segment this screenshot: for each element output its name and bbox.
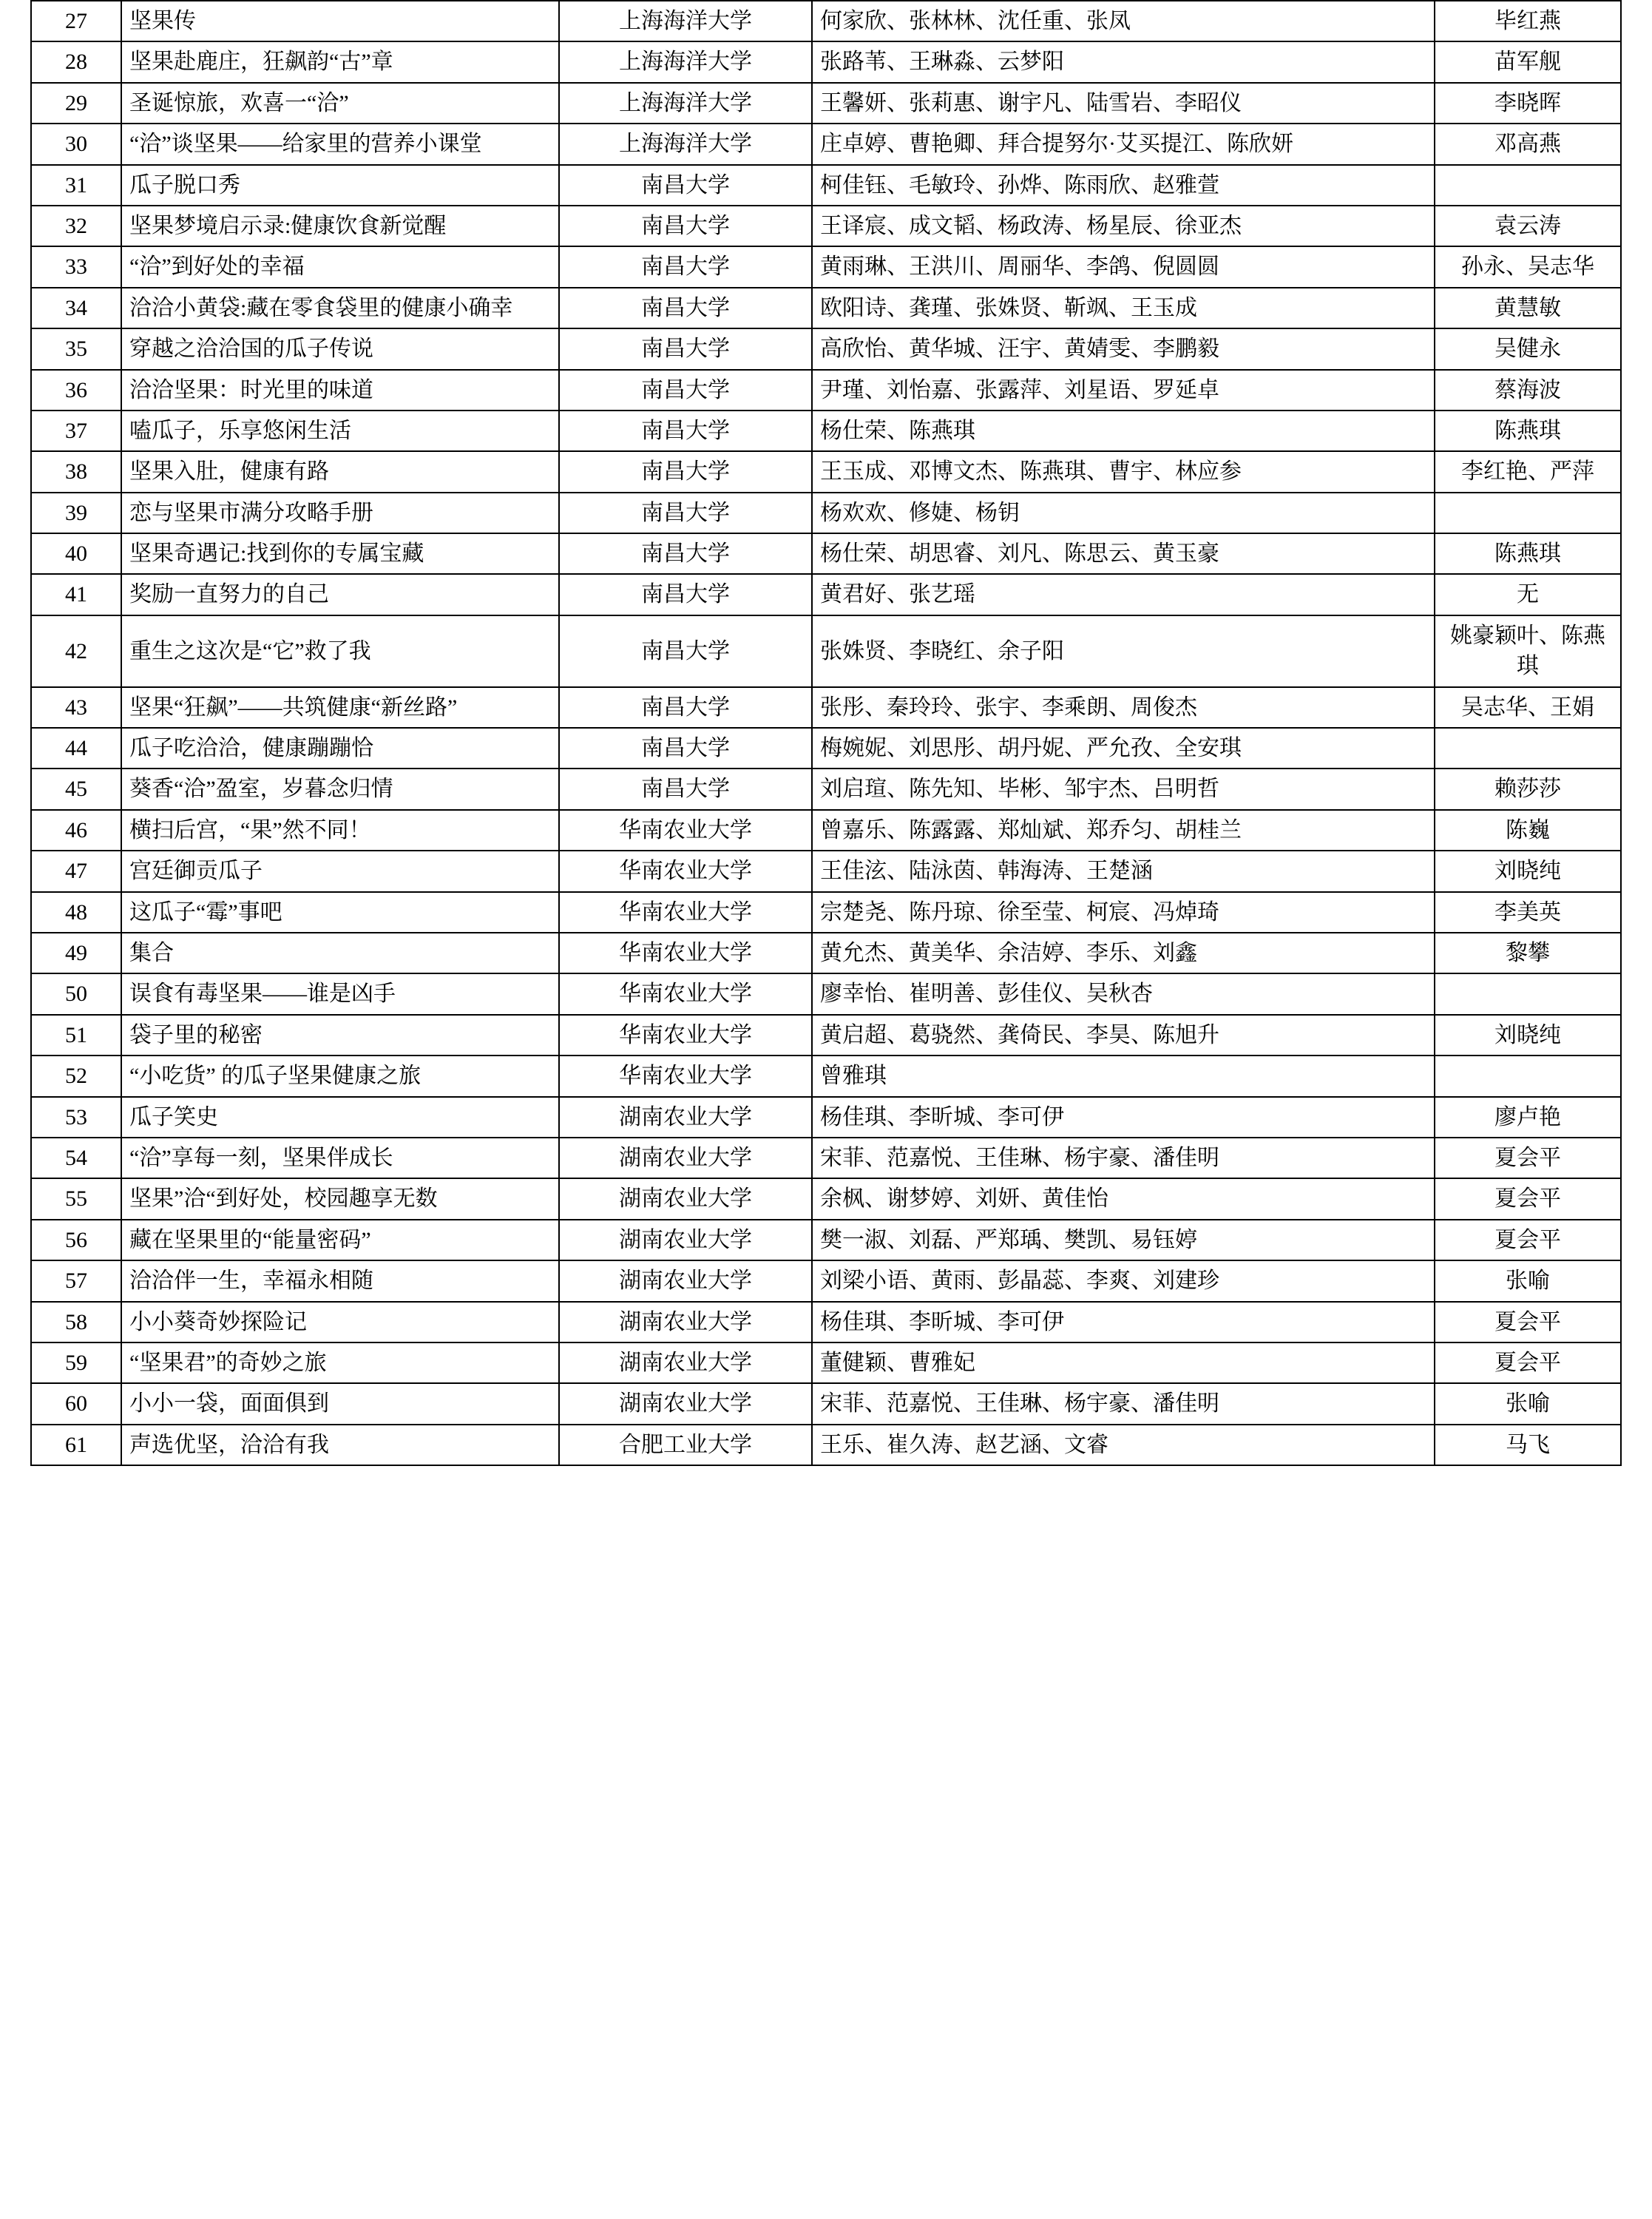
table-row — [31, 1302, 1621, 1342]
cell-advisor: 陈燕琪 — [1435, 411, 1621, 451]
cell-school: 南昌大学 — [559, 493, 812, 533]
cell-advisor: 张喻 — [1435, 1260, 1621, 1301]
cell-title: “小吃货” 的瓜子坚果健康之旅 — [121, 1056, 559, 1096]
cell-advisor: 夏会平 — [1435, 1220, 1621, 1260]
cell-index: 57 — [31, 1260, 121, 1301]
cell-title: 小小葵奇妙探险记 — [121, 1302, 559, 1342]
cell-advisor: 夏会平 — [1435, 1302, 1621, 1342]
cell-members: 王乐、崔久涛、赵艺涵、文睿 — [812, 1425, 1435, 1465]
table-row — [31, 533, 1621, 574]
table-row — [31, 687, 1621, 728]
cell-title: 这瓜子“霉”事吧 — [121, 892, 559, 933]
cell-title: “洽”享每一刻，坚果伴成长 — [121, 1138, 559, 1178]
cell-school: 南昌大学 — [559, 288, 812, 328]
cell-title: 圣诞惊旅，欢喜一“洽” — [121, 83, 559, 124]
cell-members: 张姝贤、李晓红、余子阳 — [812, 615, 1435, 687]
cell-school: 南昌大学 — [559, 370, 812, 411]
cell-members: 黄允杰、黄美华、余洁婷、李乐、刘鑫 — [812, 933, 1435, 973]
table-row — [31, 246, 1621, 287]
cell-school: 南昌大学 — [559, 769, 812, 809]
cell-title: 恋与坚果市满分攻略手册 — [121, 493, 559, 533]
table-row — [31, 933, 1621, 973]
cell-school: 湖南农业大学 — [559, 1097, 812, 1138]
table-row — [31, 574, 1621, 615]
cell-index: 38 — [31, 451, 121, 492]
cell-school: 南昌大学 — [559, 328, 812, 369]
table-row — [31, 1220, 1621, 1260]
cell-index: 30 — [31, 124, 121, 164]
cell-title: 误食有毒坚果——谁是凶手 — [121, 973, 559, 1014]
cell-members: 余枫、谢梦婷、刘妍、黄佳怡 — [812, 1178, 1435, 1219]
cell-school: 湖南农业大学 — [559, 1260, 812, 1301]
cell-members: 黄君好、张艺瑶 — [812, 574, 1435, 615]
entry-table — [30, 0, 1622, 1466]
cell-title: 嗑瓜子，乐享悠闲生活 — [121, 411, 559, 451]
cell-index: 56 — [31, 1220, 121, 1260]
cell-school: 南昌大学 — [559, 615, 812, 687]
cell-advisor: 刘晓纯 — [1435, 851, 1621, 891]
cell-title: “洽”谈坚果——给家里的营养小课堂 — [121, 124, 559, 164]
cell-index: 27 — [31, 1, 121, 41]
cell-members: 董健颖、曹雅妃 — [812, 1342, 1435, 1383]
cell-advisor: 夏会平 — [1435, 1138, 1621, 1178]
cell-index: 60 — [31, 1383, 121, 1424]
cell-advisor: 吴志华、王娟 — [1435, 687, 1621, 728]
cell-index: 28 — [31, 41, 121, 82]
cell-index: 48 — [31, 892, 121, 933]
cell-title: 坚果“狂飙”——共筑健康“新丝路” — [121, 687, 559, 728]
cell-title: 葵香“洽”盈室，岁暮念归情 — [121, 769, 559, 809]
cell-members: 杨佳琪、李昕城、李可伊 — [812, 1302, 1435, 1342]
cell-members: 王玉成、邓博文杰、陈燕琪、曹宇、林应参 — [812, 451, 1435, 492]
table-row — [31, 1138, 1621, 1178]
cell-members: 曾雅琪 — [812, 1056, 1435, 1096]
cell-index: 45 — [31, 769, 121, 809]
cell-members: 王佳泫、陆泳茵、韩海涛、王楚涵 — [812, 851, 1435, 891]
cell-members: 杨佳琪、李昕城、李可伊 — [812, 1097, 1435, 1138]
cell-members: 杨仕荣、胡思睿、刘凡、陈思云、黄玉豪 — [812, 533, 1435, 574]
cell-advisor — [1435, 728, 1621, 769]
cell-advisor: 黎攀 — [1435, 933, 1621, 973]
cell-index: 29 — [31, 83, 121, 124]
cell-school: 华南农业大学 — [559, 1056, 812, 1096]
cell-title: “洽”到好处的幸福 — [121, 246, 559, 287]
cell-advisor: 苗军舰 — [1435, 41, 1621, 82]
cell-advisor — [1435, 1056, 1621, 1096]
cell-advisor: 吴健永 — [1435, 328, 1621, 369]
cell-school: 南昌大学 — [559, 451, 812, 492]
cell-index: 49 — [31, 933, 121, 973]
table-row — [31, 1178, 1621, 1219]
cell-school: 南昌大学 — [559, 246, 812, 287]
cell-advisor: 刘晓纯 — [1435, 1015, 1621, 1056]
table-row — [31, 1015, 1621, 1056]
cell-title: 声选优坚，洽洽有我 — [121, 1425, 559, 1465]
cell-school: 南昌大学 — [559, 206, 812, 246]
cell-index: 32 — [31, 206, 121, 246]
cell-members: 刘梁小语、黄雨、彭晶蕊、李爽、刘建珍 — [812, 1260, 1435, 1301]
cell-advisor: 孙永、吴志华 — [1435, 246, 1621, 287]
cell-advisor: 李晓晖 — [1435, 83, 1621, 124]
table-body — [31, 1, 1621, 1465]
cell-index: 40 — [31, 533, 121, 574]
cell-members: 高欣怡、黄华城、汪宇、黄婧雯、李鹏毅 — [812, 328, 1435, 369]
cell-index: 35 — [31, 328, 121, 369]
cell-title: 洽洽坚果：时光里的味道 — [121, 370, 559, 411]
cell-advisor: 夏会平 — [1435, 1178, 1621, 1219]
cell-school: 南昌大学 — [559, 687, 812, 728]
cell-advisor: 毕红燕 — [1435, 1, 1621, 41]
cell-title: 洽洽小黄袋:藏在零食袋里的健康小确幸 — [121, 288, 559, 328]
cell-school: 上海海洋大学 — [559, 41, 812, 82]
cell-advisor: 黄慧敏 — [1435, 288, 1621, 328]
table-row — [31, 892, 1621, 933]
cell-school: 湖南农业大学 — [559, 1342, 812, 1383]
table-row — [31, 493, 1621, 533]
cell-school: 南昌大学 — [559, 728, 812, 769]
cell-advisor: 李红艳、严萍 — [1435, 451, 1621, 492]
table-row — [31, 1425, 1621, 1465]
cell-advisor: 赖莎莎 — [1435, 769, 1621, 809]
cell-school: 华南农业大学 — [559, 810, 812, 851]
cell-title: 坚果传 — [121, 1, 559, 41]
cell-school: 湖南农业大学 — [559, 1178, 812, 1219]
cell-title: 穿越之洽洽国的瓜子传说 — [121, 328, 559, 369]
cell-school: 上海海洋大学 — [559, 83, 812, 124]
table-row — [31, 1, 1621, 41]
table-row — [31, 206, 1621, 246]
table-row — [31, 165, 1621, 206]
cell-title: 横扫后宫，“果”然不同！ — [121, 810, 559, 851]
cell-advisor: 邓高燕 — [1435, 124, 1621, 164]
cell-title: 坚果入肚，健康有路 — [121, 451, 559, 492]
cell-members: 张彤、秦玲玲、张宇、李乘朗、周俊杰 — [812, 687, 1435, 728]
table-row — [31, 769, 1621, 809]
cell-school: 南昌大学 — [559, 574, 812, 615]
cell-school: 华南农业大学 — [559, 892, 812, 933]
cell-advisor: 夏会平 — [1435, 1342, 1621, 1383]
table-row — [31, 1383, 1621, 1424]
cell-index: 54 — [31, 1138, 121, 1178]
cell-school: 湖南农业大学 — [559, 1383, 812, 1424]
table-row — [31, 728, 1621, 769]
cell-title: “坚果君”的奇妙之旅 — [121, 1342, 559, 1383]
table-row — [31, 328, 1621, 369]
cell-index: 47 — [31, 851, 121, 891]
cell-advisor: 李美英 — [1435, 892, 1621, 933]
table-row — [31, 83, 1621, 124]
cell-advisor: 廖卢艳 — [1435, 1097, 1621, 1138]
cell-index: 59 — [31, 1342, 121, 1383]
cell-members: 何家欣、张林林、沈任重、张凤 — [812, 1, 1435, 41]
cell-members: 欧阳诗、龚瑾、张姝贤、靳飒、王玉成 — [812, 288, 1435, 328]
cell-school: 上海海洋大学 — [559, 124, 812, 164]
cell-school: 上海海洋大学 — [559, 1, 812, 41]
cell-members: 杨仕荣、陈燕琪 — [812, 411, 1435, 451]
table-row — [31, 1260, 1621, 1301]
cell-title: 重生之这次是“它”救了我 — [121, 615, 559, 687]
cell-index: 31 — [31, 165, 121, 206]
cell-advisor: 蔡海波 — [1435, 370, 1621, 411]
cell-index: 43 — [31, 687, 121, 728]
cell-index: 36 — [31, 370, 121, 411]
cell-title: 宫廷御贡瓜子 — [121, 851, 559, 891]
cell-title: 小小一袋，面面俱到 — [121, 1383, 559, 1424]
cell-members: 黄启超、葛骁然、龚倚民、李昊、陈旭升 — [812, 1015, 1435, 1056]
cell-members: 廖幸怡、崔明善、彭佳仪、吴秋杏 — [812, 973, 1435, 1014]
cell-advisor — [1435, 165, 1621, 206]
cell-advisor: 姚豪颖叶、陈燕琪 — [1435, 615, 1621, 687]
cell-members: 柯佳钰、毛敏玲、孙烨、陈雨欣、赵雅萱 — [812, 165, 1435, 206]
cell-school: 南昌大学 — [559, 411, 812, 451]
cell-school: 华南农业大学 — [559, 973, 812, 1014]
cell-advisor: 马飞 — [1435, 1425, 1621, 1465]
table-row — [31, 288, 1621, 328]
cell-school: 南昌大学 — [559, 533, 812, 574]
cell-title: 集合 — [121, 933, 559, 973]
cell-members: 梅婉妮、刘思彤、胡丹妮、严允孜、全安琪 — [812, 728, 1435, 769]
cell-members: 王译宸、成文韬、杨政涛、杨星辰、徐亚杰 — [812, 206, 1435, 246]
cell-members: 杨欢欢、修婕、杨钥 — [812, 493, 1435, 533]
cell-school: 合肥工业大学 — [559, 1425, 812, 1465]
cell-index: 46 — [31, 810, 121, 851]
cell-school: 南昌大学 — [559, 165, 812, 206]
table-row — [31, 1097, 1621, 1138]
cell-title: 袋子里的秘密 — [121, 1015, 559, 1056]
table-row — [31, 41, 1621, 82]
cell-index: 39 — [31, 493, 121, 533]
cell-title: 瓜子吃洽洽，健康蹦蹦恰 — [121, 728, 559, 769]
cell-index: 44 — [31, 728, 121, 769]
cell-members: 宗楚尧、陈丹琼、徐至莹、柯宸、冯焯琦 — [812, 892, 1435, 933]
cell-school: 华南农业大学 — [559, 933, 812, 973]
cell-index: 61 — [31, 1425, 121, 1465]
cell-index: 52 — [31, 1056, 121, 1096]
cell-school: 湖南农业大学 — [559, 1220, 812, 1260]
cell-index: 58 — [31, 1302, 121, 1342]
cell-index: 55 — [31, 1178, 121, 1219]
cell-members: 曾嘉乐、陈露露、郑灿斌、郑乔匀、胡桂兰 — [812, 810, 1435, 851]
cell-index: 34 — [31, 288, 121, 328]
cell-members: 庄卓婷、曹艳卿、拜合提努尔·艾买提江、陈欣妍 — [812, 124, 1435, 164]
cell-members: 宋菲、范嘉悦、王佳琳、杨宇豪、潘佳明 — [812, 1138, 1435, 1178]
table-row — [31, 370, 1621, 411]
cell-members: 樊一淑、刘磊、严郑瑀、樊凯、易钰婷 — [812, 1220, 1435, 1260]
cell-advisor: 袁云涛 — [1435, 206, 1621, 246]
cell-members: 刘启瑄、陈先知、毕彬、邹宇杰、吕明哲 — [812, 769, 1435, 809]
table-row — [31, 810, 1621, 851]
cell-advisor: 无 — [1435, 574, 1621, 615]
cell-advisor: 张喻 — [1435, 1383, 1621, 1424]
cell-advisor: 陈巍 — [1435, 810, 1621, 851]
cell-index: 53 — [31, 1097, 121, 1138]
cell-index: 51 — [31, 1015, 121, 1056]
cell-members: 尹瑾、刘怡嘉、张露萍、刘星语、罗延卓 — [812, 370, 1435, 411]
cell-school: 湖南农业大学 — [559, 1138, 812, 1178]
cell-advisor — [1435, 973, 1621, 1014]
cell-index: 33 — [31, 246, 121, 287]
cell-school: 华南农业大学 — [559, 1015, 812, 1056]
cell-title: 奖励一直努力的自己 — [121, 574, 559, 615]
cell-title: 洽洽伴一生，幸福永相随 — [121, 1260, 559, 1301]
cell-title: 坚果奇遇记:找到你的专属宝藏 — [121, 533, 559, 574]
cell-title: 坚果赴鹿庄，狂飙韵“古”章 — [121, 41, 559, 82]
cell-members: 黄雨琳、王洪川、周丽华、李鸽、倪圆圆 — [812, 246, 1435, 287]
table-row — [31, 451, 1621, 492]
cell-title: 瓜子笑史 — [121, 1097, 559, 1138]
table-row — [31, 1342, 1621, 1383]
cell-index: 41 — [31, 574, 121, 615]
table-row — [31, 411, 1621, 451]
cell-advisor — [1435, 493, 1621, 533]
cell-school: 湖南农业大学 — [559, 1302, 812, 1342]
table-row — [31, 973, 1621, 1014]
cell-index: 50 — [31, 973, 121, 1014]
table-row — [31, 615, 1621, 687]
cell-title: 瓜子脱口秀 — [121, 165, 559, 206]
cell-title: 藏在坚果里的“能量密码” — [121, 1220, 559, 1260]
table-row — [31, 851, 1621, 891]
cell-index: 37 — [31, 411, 121, 451]
cell-school: 华南农业大学 — [559, 851, 812, 891]
cell-members: 王馨妍、张莉惠、谢宇凡、陆雪岩、李昭仪 — [812, 83, 1435, 124]
table-row — [31, 124, 1621, 164]
cell-index: 42 — [31, 615, 121, 687]
cell-title: 坚果梦境启示录:健康饮食新觉醒 — [121, 206, 559, 246]
table-row — [31, 1056, 1621, 1096]
cell-members: 张路苇、王琳淼、云梦阳 — [812, 41, 1435, 82]
cell-members: 宋菲、范嘉悦、王佳琳、杨宇豪、潘佳明 — [812, 1383, 1435, 1424]
cell-title: 坚果”洽“到好处，校园趣享无数 — [121, 1178, 559, 1219]
cell-advisor: 陈燕琪 — [1435, 533, 1621, 574]
